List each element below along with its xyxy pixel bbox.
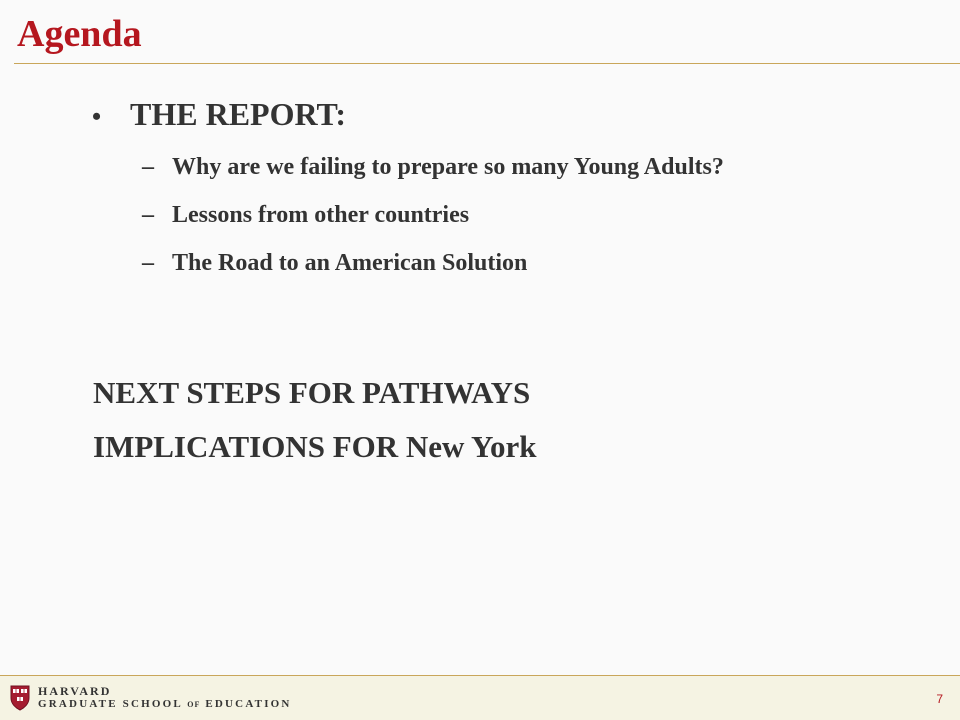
logo-line-1: HARVARD — [38, 684, 112, 698]
main-bullet-text: THE REPORT: — [130, 96, 347, 132]
list-item — [142, 151, 802, 183]
slide-title: Agenda — [17, 13, 142, 55]
list-item — [142, 199, 802, 231]
next-steps-heading: NEXT STEPS FOR PATHWAYS — [93, 375, 531, 410]
logo-line-2-of: OF — [187, 700, 201, 709]
sub-bullet-list — [142, 151, 802, 279]
harvard-gse-logo — [38, 685, 292, 711]
footer-bar — [0, 675, 960, 720]
sub-item-text: Why are we failing to prepare so many Young Adults? — [172, 154, 724, 180]
harvard-shield-icon — [10, 685, 30, 711]
dash-marker: – — [142, 250, 154, 276]
dash-marker: – — [142, 154, 154, 180]
implications-heading: IMPLICATIONS FOR New York — [93, 429, 537, 464]
bullet-marker: • — [92, 102, 102, 131]
logo-line-2a: GRADUATE SCHOOL — [38, 698, 188, 710]
title-divider — [14, 63, 960, 64]
main-bullet — [92, 96, 346, 133]
dash-marker: – — [142, 202, 154, 228]
logo-line-2 — [38, 698, 292, 711]
logo-line-2b: EDUCATION — [200, 698, 292, 710]
page-number: 7 — [936, 692, 943, 706]
sub-item-text: The Road to an American Solution — [172, 250, 528, 276]
sub-item-text: Lessons from other countries — [172, 202, 470, 228]
list-item — [142, 247, 802, 279]
